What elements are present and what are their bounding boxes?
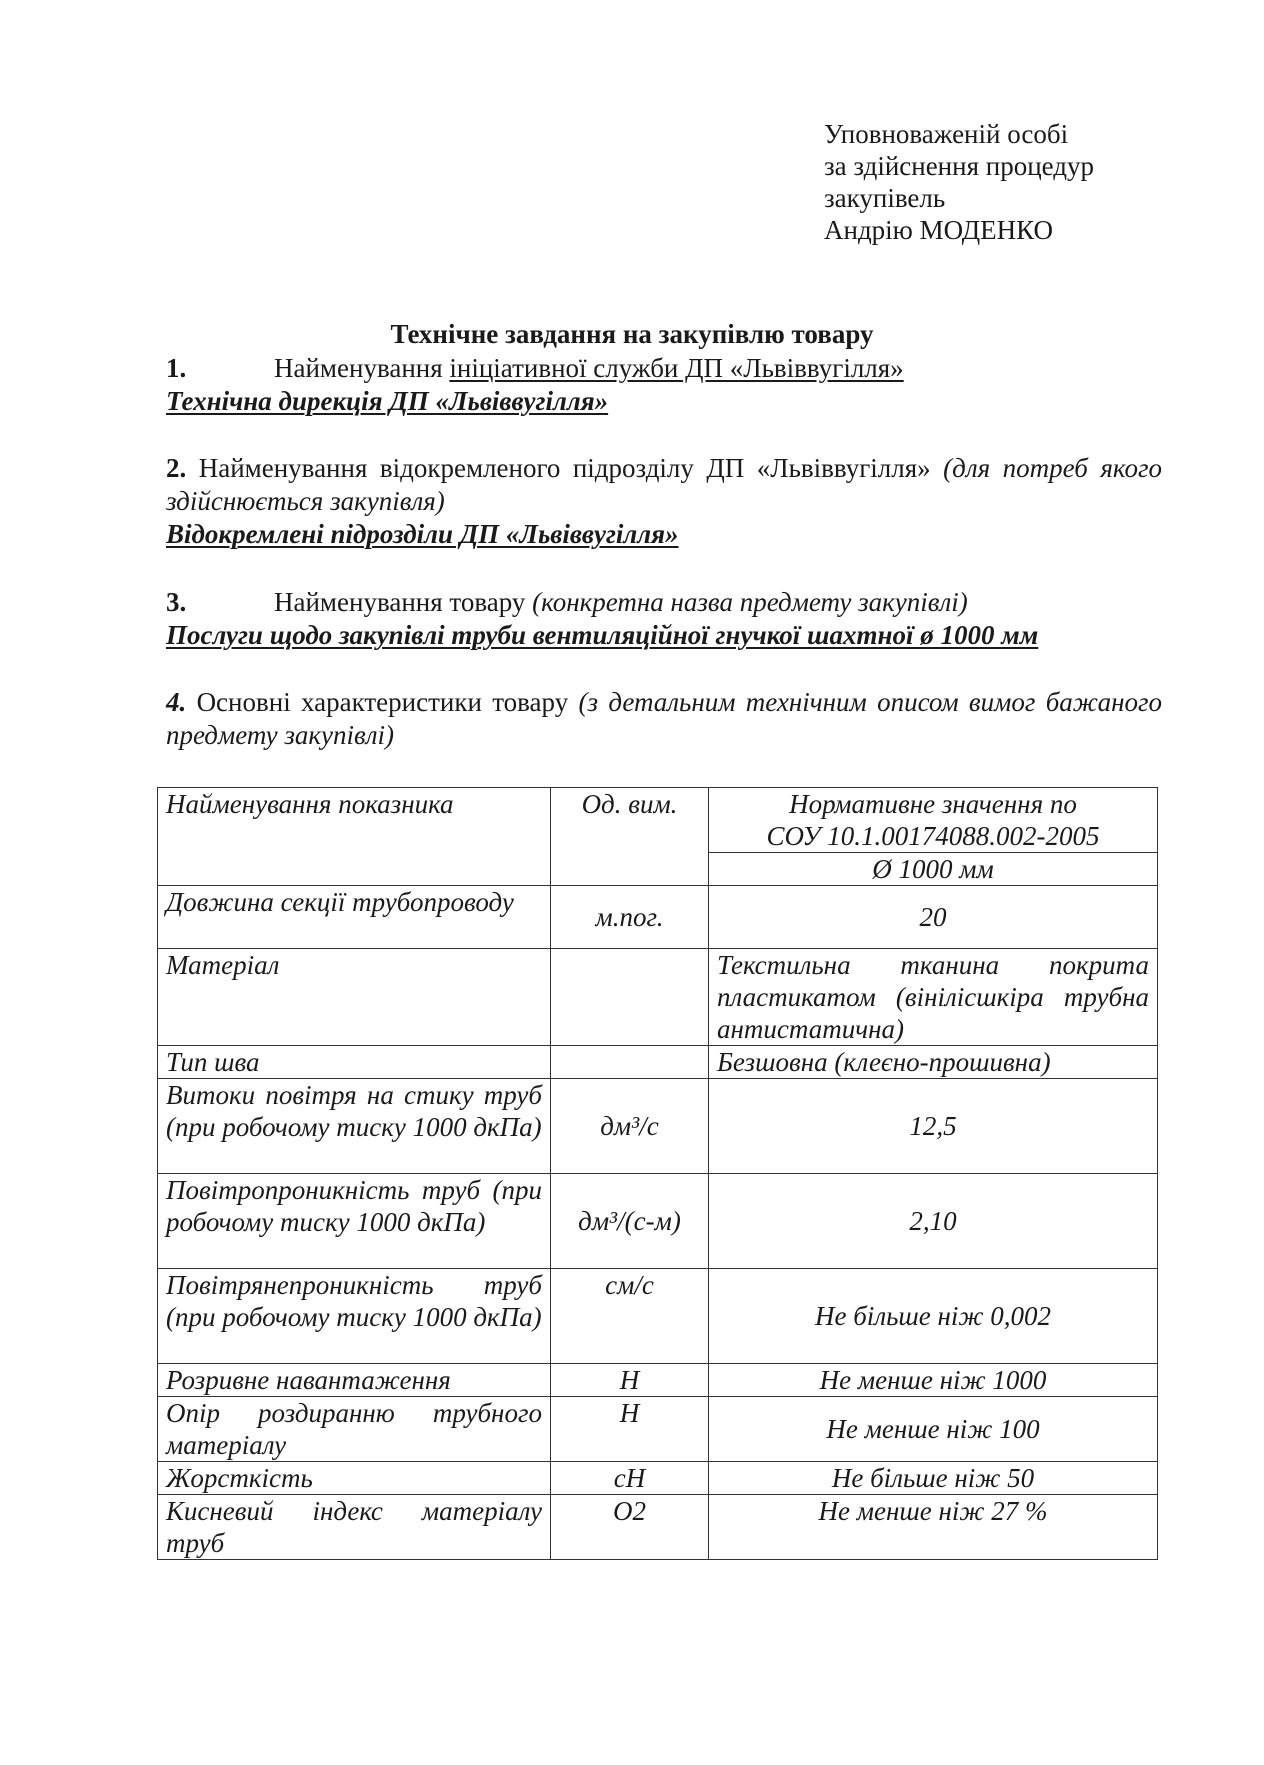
row-unit — [551, 949, 709, 1046]
row-value: 2,10 — [709, 1174, 1158, 1269]
section-label: Найменування — [274, 353, 450, 383]
addressee-name: Андрію МОДЕНКО — [824, 215, 1054, 245]
section-label: Основні характеристики товару — [186, 687, 579, 717]
row-name: Розривне навантаження — [158, 1364, 551, 1397]
row-unit: см/с — [551, 1269, 709, 1364]
row-unit: дм³/с — [551, 1079, 709, 1174]
row-value: Не менше ніж 100 — [709, 1397, 1158, 1462]
specifications-table — [157, 787, 1158, 1560]
row-unit: дм³/(с-м) — [551, 1174, 709, 1269]
document-title: Технічне завдання на закупівлю товару — [390, 319, 874, 349]
row-name: Повітропроникність труб (при робочому тиску 1000 дкПа) — [158, 1174, 551, 1269]
section-hint: (для потреб якого здійснюється закупівля) — [166, 453, 1163, 516]
table-header-row — [158, 788, 1158, 853]
section-label: Найменування відокремленого підрозділу ДП «Львіввугілля» — [186, 453, 944, 483]
row-value: Не менше ніж 27 % — [709, 1495, 1158, 1560]
section-number: 3. — [166, 587, 187, 617]
row-unit — [551, 1046, 709, 1079]
section-answer: Технічна дирекція ДП «Львіввугілля» — [166, 386, 609, 416]
addressee-line: Уповноваженій особі — [824, 119, 1069, 149]
table-row — [158, 1462, 1158, 1495]
section-2 — [166, 452, 1162, 551]
header-value — [709, 788, 1158, 853]
section-answer: Послуги щодо закупівлі труби вентиляційної гнучкої шахтної ø 1000 мм — [166, 620, 1039, 650]
table-row — [158, 1174, 1158, 1269]
table-row — [158, 1364, 1158, 1397]
section-answer: Відокремлені підрозділи ДП «Львіввугілля» — [166, 519, 679, 549]
row-name: Тип шва — [158, 1046, 551, 1079]
row-name: Довжина секції трубопроводу — [158, 886, 551, 949]
header-name: Найменування показника — [158, 788, 551, 886]
addressee-line: за здійснення процедур — [824, 151, 1095, 181]
section-hint: (з детальним технічним описом вимог бажаного предмету закупівлі) — [166, 687, 1162, 750]
row-value: Текстильна тканина покрита пластикатом (вінілісшкіра трубна антистатична) — [709, 949, 1158, 1046]
row-value: 20 — [709, 886, 1158, 949]
section-hint: (конкретна назва предмету закупівлі) — [532, 587, 968, 617]
row-unit: сН — [551, 1462, 709, 1495]
table-row — [158, 1397, 1158, 1462]
row-unit: Н — [551, 1397, 709, 1462]
row-name: Кисневий індекс матеріалу труб — [158, 1495, 551, 1560]
header-value-line: Нормативне значення по — [789, 789, 1077, 819]
table-row — [158, 1495, 1158, 1560]
row-value: 12,5 — [709, 1079, 1158, 1174]
row-name: Повітрянепроникність труб (при робочому тиску 1000 дкПа) — [158, 1269, 551, 1364]
section-label-underlined: ініціативної служби ДП «Львіввугілля» — [449, 353, 904, 383]
row-value: Не більше ніж 50 — [709, 1462, 1158, 1495]
section-label: Найменування товару — [274, 587, 533, 617]
row-name: Жорсткість — [158, 1462, 551, 1495]
row-name: Опір роздиранню трубного матеріалу — [158, 1397, 551, 1462]
header-diameter: Ø 1000 мм — [709, 853, 1158, 886]
header-unit: Од. вим. — [551, 788, 709, 886]
table-row — [158, 949, 1158, 1046]
row-unit: О2 — [551, 1495, 709, 1560]
row-unit: Н — [551, 1364, 709, 1397]
table-row — [158, 1269, 1158, 1364]
row-name: Витоки повітря на стику труб (при робочому тиску 1000 дкПа) — [158, 1079, 551, 1174]
row-value: Не більше ніж 0,002 — [709, 1269, 1158, 1364]
section-1 — [166, 352, 1162, 418]
section-number: 4. — [166, 687, 187, 717]
row-value: Не менше ніж 1000 — [709, 1364, 1158, 1397]
table-row — [158, 886, 1158, 949]
table-row — [158, 1046, 1158, 1079]
section-3 — [166, 586, 1162, 652]
row-value: Безшовна (клеєно-прошивна) — [709, 1046, 1158, 1079]
section-number: 2. — [166, 453, 187, 483]
addressee-block — [824, 118, 1094, 246]
section-4 — [166, 686, 1162, 752]
row-name: Матеріал — [158, 949, 551, 1046]
addressee-line: закупівель — [824, 183, 946, 213]
table-row — [158, 1079, 1158, 1174]
section-number: 1. — [166, 353, 187, 383]
header-value-line: СОУ 10.1.00174088.002-2005 — [766, 821, 1100, 851]
row-unit: м.пог. — [551, 886, 709, 949]
